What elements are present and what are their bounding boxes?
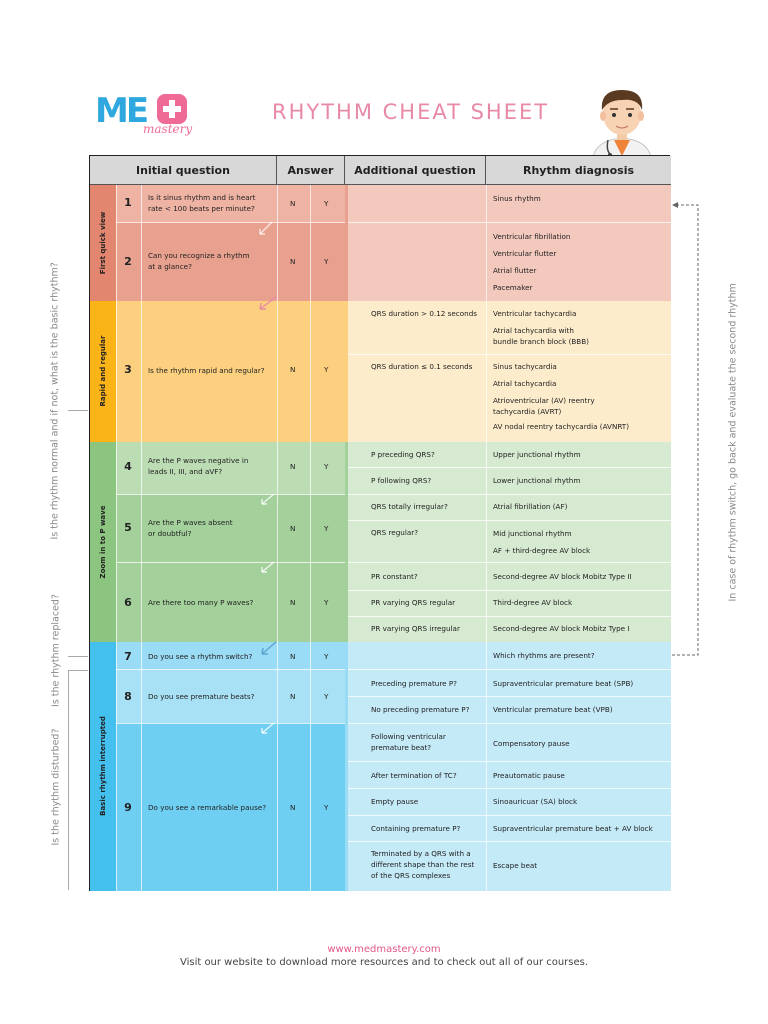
q7-n: N: [290, 652, 296, 661]
add-3a: QRS duration > 0.12 seconds: [371, 309, 478, 318]
diag-2d: Pacemaker: [493, 283, 533, 292]
diag-9e: Escape beat: [493, 861, 538, 870]
diag-3e: Atrioventricular (AV) reentry tachycardia (AVRT): [493, 396, 595, 416]
diag-9d: Supraventricular premature beat + AV block: [493, 824, 653, 833]
diag-1: Sinus rhythm: [493, 194, 541, 203]
diag-6c: Second-degree AV block Mobitz Type I: [493, 624, 630, 633]
bracket-normal: [68, 184, 69, 640]
q1-n: N: [290, 199, 296, 208]
section-zoom-label: Zoom in to P wave: [99, 505, 107, 579]
q2-y: Y: [324, 257, 329, 266]
diag-9c: Sinoauricuar (SA) block: [493, 797, 578, 806]
diag-6b: Third-degree AV block: [493, 598, 573, 607]
q8-y: Y: [324, 692, 329, 701]
diag-3f: AV nodal reentry tachycardia (AVNRT): [493, 422, 630, 431]
diag-2c: Atrial flutter: [493, 266, 537, 275]
rhythm-switch-arrow: [668, 195, 708, 665]
question-9-text: Do you see a remarkable pause?: [148, 803, 267, 812]
rhythm-table: [89, 155, 670, 891]
add-5b: QRS regular?: [371, 528, 419, 537]
question-5-text: Are the P waves absent or doubtful?: [148, 518, 233, 538]
question-3-number: 3: [124, 363, 132, 376]
q5-n: N: [290, 524, 296, 533]
side-label-replaced: Is the rhythm replaced?: [50, 594, 62, 707]
footer-url[interactable]: www.medmastery.com: [327, 944, 441, 955]
add-9b: After termination of TC?: [371, 771, 457, 780]
diag-3c: Sinus tachycardia: [493, 362, 557, 371]
add-6b: PR varying QRS regular: [371, 598, 456, 607]
side-label-switch: In case of rhythm switch, go back and evaluate the second rhythm: [727, 283, 739, 602]
side-label-normal: Is the rhythm normal and if not, what is the basic rhythm?: [49, 262, 61, 540]
tick-replaced: [68, 656, 88, 657]
diag-3a: Ventricular tachycardia: [493, 309, 577, 318]
section-rapid-label: Rapid and regular: [99, 335, 107, 407]
diag-3b: Atrial tachycardia with bundle branch block (BBB): [493, 326, 589, 346]
doctor-illustration: [586, 84, 658, 162]
diag-8a: Supraventricular premature beat (SPB): [493, 679, 634, 688]
header-answer: Answer: [277, 156, 345, 185]
header-additional-question: Additional question: [345, 156, 486, 185]
add-8b: No preceding premature P?: [371, 705, 470, 714]
side-label-disturbed: Is the rhythm disturbed?: [50, 728, 62, 846]
add-9a: Following ventricular premature beat?: [371, 732, 446, 752]
add-9d: Containing premature P?: [371, 824, 461, 833]
q6-y: Y: [324, 598, 329, 607]
q9-y: Y: [324, 803, 329, 812]
q3-n: N: [290, 365, 296, 374]
section-basic-label: Basic rhythm interrupted: [99, 716, 107, 816]
question-2-number: 2: [124, 255, 132, 268]
add-5a: QRS totally irregular?: [371, 502, 448, 511]
diag-9b: Preautomatic pause: [493, 771, 565, 780]
question-6-number: 6: [124, 596, 132, 609]
q5-y: Y: [324, 524, 329, 533]
diag-6a: Second-degree AV block Mobitz Type II: [493, 572, 632, 581]
add-6c: PR varying QRS irregular: [371, 624, 460, 633]
add-8a: Preceding premature P?: [371, 679, 457, 688]
question-6-text: Are there too many P waves?: [148, 598, 254, 607]
footer-text: Visit our website to download more resources and to check out all of our courses.: [179, 957, 589, 968]
diag-2a: Ventricular fibrillation: [493, 232, 571, 241]
q8-n: N: [290, 692, 296, 701]
add-9c: Empty pause: [371, 797, 419, 806]
down-arrows: [90, 156, 671, 892]
svg-text:ME: ME: [95, 92, 147, 131]
question-8-text: Do you see premature beats?: [148, 692, 255, 701]
diag-2b: Ventricular flutter: [493, 249, 557, 258]
header-rhythm-diagnosis: Rhythm diagnosis: [486, 156, 671, 185]
add-4b: P following QRS?: [371, 476, 432, 485]
question-5-number: 5: [124, 521, 132, 534]
svg-text:mastery: mastery: [143, 122, 193, 136]
tick-disturbed-top: [68, 670, 88, 671]
q2-n: N: [290, 257, 296, 266]
diag-5c: AF + third-degree AV block: [493, 546, 591, 555]
section-first-label: First quick view: [99, 211, 107, 275]
question-3-text: Is the rhythm rapid and regular?: [148, 366, 265, 375]
question-9-number: 9: [124, 801, 132, 814]
add-6a: PR constant?: [371, 572, 418, 581]
q4-y: Y: [324, 462, 329, 471]
add-3b: QRS duration ≤ 0.1 seconds: [371, 362, 473, 371]
question-8-number: 8: [124, 690, 132, 703]
bracket-disturbed: [68, 670, 69, 890]
q7-y: Y: [324, 652, 329, 661]
q3-y: Y: [324, 365, 329, 374]
diag-7: Which rhythms are present?: [493, 651, 595, 660]
question-4-number: 4: [124, 460, 132, 473]
diag-8b: Ventricular premature beat (VPB): [493, 705, 613, 714]
header-initial-question: Initial question: [90, 156, 277, 185]
q4-n: N: [290, 462, 296, 471]
medmastery-logo: [95, 92, 205, 136]
add-9e: Terminated by a QRS with a different shape than the rest of the QRS complexes: [371, 849, 475, 880]
q6-n: N: [290, 598, 296, 607]
question-2-text: Can you recognize a rhythm at a glance?: [148, 251, 250, 271]
diag-9a: Compensatory pause: [493, 739, 570, 748]
page-title: RHYTHM CHEAT SHEET: [272, 100, 550, 124]
diag-5a: Atrial fibrillation (AF): [493, 502, 568, 511]
diag-4b: Lower junctional rhythm: [493, 476, 581, 485]
tick-normal: [68, 410, 88, 411]
question-7-text: Do you see a rhythm switch?: [148, 652, 253, 661]
diag-4a: Upper junctional rhythm: [493, 450, 581, 459]
q1-y: Y: [324, 199, 329, 208]
question-1-text: Is it sinus rhythm and is heart rate < 100 beats per minute?: [148, 193, 256, 213]
diag-5b: Mid junctional rhythm: [493, 529, 572, 538]
question-1-number: 1: [124, 196, 132, 209]
add-4a: P preceding QRS?: [371, 450, 435, 459]
question-4-text: Are the P waves negative in leads II, III, and aVF?: [148, 456, 249, 476]
question-7-number: 7: [124, 650, 132, 663]
diag-3d: Atrial tachycardia: [493, 379, 557, 388]
q9-n: N: [290, 803, 296, 812]
